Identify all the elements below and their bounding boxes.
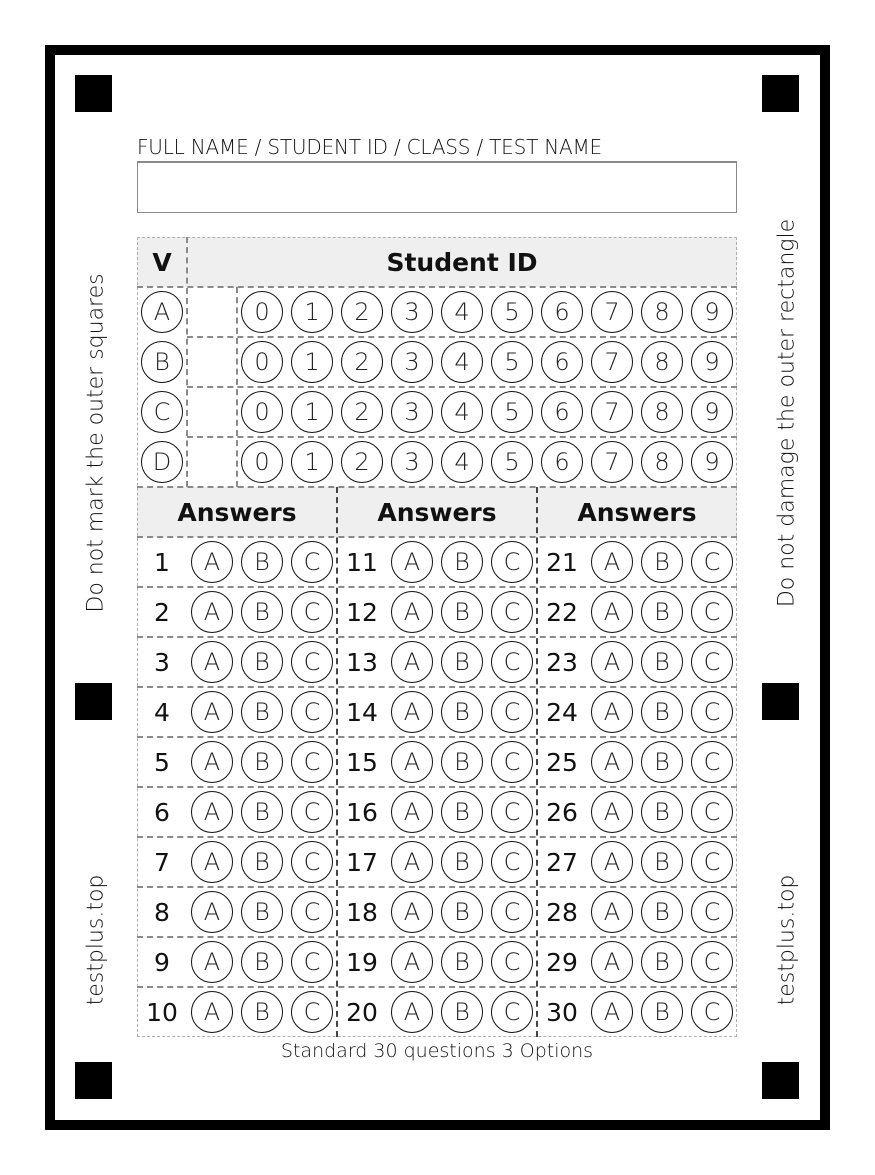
answer-bubble[interactable]: A xyxy=(191,791,233,833)
question-number: 28 xyxy=(546,897,578,927)
answer-bubble[interactable]: C xyxy=(291,741,333,783)
answer-bubble[interactable]: B xyxy=(241,891,283,933)
version-header: V xyxy=(137,237,187,287)
answer-bubble[interactable]: B xyxy=(641,841,683,883)
id-digit-bubble[interactable]: 7 xyxy=(591,291,633,333)
answer-bubble[interactable]: A xyxy=(391,741,433,783)
id-digit-bubble[interactable]: 6 xyxy=(541,341,583,383)
answer-bubble[interactable]: A xyxy=(591,941,633,983)
answer-bubble[interactable]: A xyxy=(591,841,633,883)
answer-bubble[interactable]: C xyxy=(691,891,733,933)
question-number: 10 xyxy=(146,997,178,1027)
answer-bubble[interactable]: A xyxy=(391,691,433,733)
answer-bubble[interactable]: C xyxy=(491,591,533,633)
id-digit-bubble[interactable]: 0 xyxy=(241,341,283,383)
id-digit-bubble[interactable]: 7 xyxy=(591,391,633,433)
question-number: 29 xyxy=(546,947,578,977)
id-digit-bubble[interactable]: 5 xyxy=(491,341,533,383)
answer-bubble[interactable]: C xyxy=(291,841,333,883)
answer-bubble[interactable]: B xyxy=(441,641,483,683)
id-digit-bubble[interactable]: 2 xyxy=(341,391,383,433)
grid-line xyxy=(137,686,737,688)
id-write-box[interactable] xyxy=(189,287,237,337)
question-number: 30 xyxy=(546,997,578,1027)
grid-line xyxy=(137,286,737,288)
id-digit-bubble[interactable]: 5 xyxy=(491,391,533,433)
question-number: 26 xyxy=(546,797,578,827)
answer-bubble[interactable]: A xyxy=(191,691,233,733)
answer-bubble[interactable]: B xyxy=(241,641,283,683)
answer-bubble[interactable]: A xyxy=(391,941,433,983)
answers-header-1: Answers xyxy=(137,487,337,537)
answer-bubble[interactable]: A xyxy=(391,891,433,933)
grid-line xyxy=(137,636,737,638)
sheet-footer: Standard 30 questions 3 Options xyxy=(280,1040,594,1062)
left-instruction: Do not mark the outer squares xyxy=(83,273,109,613)
answer-bubble[interactable]: C xyxy=(491,941,533,983)
id-digit-bubble[interactable]: 8 xyxy=(641,391,683,433)
grid-line xyxy=(137,536,737,538)
answer-bubble[interactable]: C xyxy=(691,641,733,683)
grid-line xyxy=(137,886,737,888)
grid-line xyxy=(236,287,238,487)
corner-square-bottom-left xyxy=(75,1062,112,1099)
id-digit-bubble[interactable]: 8 xyxy=(641,441,683,483)
version-bubble[interactable]: A xyxy=(141,291,183,333)
question-number: 5 xyxy=(154,747,170,777)
side-square-middle-right xyxy=(762,683,799,720)
question-number: 9 xyxy=(154,947,170,977)
answer-bubble[interactable]: B xyxy=(441,591,483,633)
id-digit-bubble[interactable]: 1 xyxy=(291,441,333,483)
question-number: 7 xyxy=(154,847,170,877)
id-digit-bubble[interactable]: 2 xyxy=(341,291,383,333)
id-digit-bubble[interactable]: 3 xyxy=(391,341,433,383)
id-digit-bubble[interactable]: 4 xyxy=(441,341,483,383)
id-write-box[interactable] xyxy=(189,337,237,387)
grid-line xyxy=(536,487,538,1037)
question-number: 8 xyxy=(154,897,170,927)
answer-bubble[interactable]: C xyxy=(691,591,733,633)
right-brand: testplus.top xyxy=(774,874,800,1006)
question-number: 13 xyxy=(346,647,378,677)
question-number: 25 xyxy=(546,747,578,777)
question-number: 14 xyxy=(346,697,378,727)
grid-line xyxy=(137,786,737,788)
answer-bubble[interactable]: A xyxy=(191,641,233,683)
answer-bubble[interactable]: A xyxy=(391,991,433,1033)
answer-bubble[interactable]: A xyxy=(191,991,233,1033)
question-number: 19 xyxy=(346,947,378,977)
answer-bubble[interactable]: C xyxy=(291,591,333,633)
answer-bubble[interactable]: B xyxy=(641,691,683,733)
answer-bubble[interactable]: A xyxy=(391,591,433,633)
answer-bubble[interactable]: C xyxy=(291,541,333,583)
question-number: 6 xyxy=(154,797,170,827)
corner-square-top-left xyxy=(75,75,112,112)
answer-bubble[interactable]: C xyxy=(291,641,333,683)
id-digit-bubble[interactable]: 3 xyxy=(391,391,433,433)
id-digit-bubble[interactable]: 6 xyxy=(541,441,583,483)
answer-bubble[interactable]: C xyxy=(291,941,333,983)
question-number: 15 xyxy=(346,747,378,777)
answer-bubble[interactable]: A xyxy=(391,641,433,683)
answers-header-3: Answers xyxy=(537,487,737,537)
grid-line xyxy=(186,237,188,487)
answer-bubble[interactable]: B xyxy=(441,741,483,783)
answer-bubble[interactable]: A xyxy=(191,591,233,633)
grid-line xyxy=(137,736,737,738)
answer-bubble[interactable]: B xyxy=(641,541,683,583)
answer-bubble[interactable]: A xyxy=(191,841,233,883)
answer-bubble[interactable]: B xyxy=(641,891,683,933)
grid-line xyxy=(137,836,737,838)
answer-bubble[interactable]: C xyxy=(491,541,533,583)
answer-bubble[interactable]: C xyxy=(291,891,333,933)
question-number: 2 xyxy=(154,597,170,627)
name-field-label: FULL NAME / STUDENT ID / CLASS / TEST NAME xyxy=(137,135,602,159)
question-number: 16 xyxy=(346,797,378,827)
corner-square-bottom-right xyxy=(762,1062,799,1099)
answer-bubble[interactable]: B xyxy=(441,891,483,933)
answer-bubble[interactable]: A xyxy=(591,591,633,633)
answer-bubble[interactable]: C xyxy=(491,791,533,833)
answer-bubble[interactable]: C xyxy=(691,941,733,983)
answer-bubble[interactable]: C xyxy=(691,841,733,883)
id-digit-bubble[interactable]: 4 xyxy=(441,291,483,333)
question-number: 18 xyxy=(346,897,378,927)
id-digit-bubble[interactable]: 3 xyxy=(391,441,433,483)
name-field[interactable] xyxy=(137,161,737,213)
id-digit-bubble[interactable]: 6 xyxy=(541,291,583,333)
answer-bubble[interactable]: C xyxy=(491,741,533,783)
answer-bubble[interactable]: B xyxy=(641,641,683,683)
id-digit-bubble[interactable]: 1 xyxy=(291,291,333,333)
answer-bubble[interactable]: C xyxy=(691,991,733,1033)
question-number: 17 xyxy=(346,847,378,877)
question-number: 27 xyxy=(546,847,578,877)
student-id-header: Student ID xyxy=(187,237,737,287)
id-digit-bubble[interactable]: 8 xyxy=(641,291,683,333)
id-digit-bubble[interactable]: 4 xyxy=(441,391,483,433)
answer-bubble[interactable]: B xyxy=(641,741,683,783)
left-brand: testplus.top xyxy=(83,874,109,1006)
id-digit-bubble[interactable]: 3 xyxy=(391,291,433,333)
answer-bubble[interactable]: B xyxy=(641,941,683,983)
answer-bubble[interactable]: B xyxy=(241,841,283,883)
answer-bubble[interactable]: A xyxy=(591,991,633,1033)
answer-bubble[interactable]: A xyxy=(191,891,233,933)
question-number: 22 xyxy=(546,597,578,627)
id-digit-bubble[interactable]: 5 xyxy=(491,291,533,333)
answer-bubble[interactable]: B xyxy=(641,591,683,633)
answer-bubble[interactable]: B xyxy=(441,841,483,883)
id-digit-bubble[interactable]: 7 xyxy=(591,441,633,483)
answer-bubble[interactable]: A xyxy=(191,541,233,583)
id-write-box[interactable] xyxy=(189,387,237,437)
id-digit-bubble[interactable]: 9 xyxy=(691,291,733,333)
answer-bubble[interactable]: B xyxy=(241,541,283,583)
question-number: 4 xyxy=(154,697,170,727)
answer-bubble[interactable]: C xyxy=(291,691,333,733)
side-square-middle-left xyxy=(75,683,112,720)
id-digit-bubble[interactable]: 9 xyxy=(691,391,733,433)
answer-bubble[interactable]: B xyxy=(641,991,683,1033)
id-digit-bubble[interactable]: 1 xyxy=(291,341,333,383)
question-number: 20 xyxy=(346,997,378,1027)
answer-bubble[interactable]: C xyxy=(291,791,333,833)
answer-bubble[interactable]: B xyxy=(441,691,483,733)
id-digit-bubble[interactable]: 4 xyxy=(441,441,483,483)
answer-bubble[interactable]: B xyxy=(641,791,683,833)
grid-line xyxy=(137,1036,737,1037)
answer-bubble[interactable]: C xyxy=(491,841,533,883)
id-digit-bubble[interactable]: 1 xyxy=(291,391,333,433)
answer-bubble[interactable]: C xyxy=(291,991,333,1033)
id-digit-bubble[interactable]: 9 xyxy=(691,341,733,383)
answer-bubble[interactable]: A xyxy=(591,641,633,683)
answer-bubble[interactable]: C xyxy=(691,791,733,833)
answer-bubble[interactable]: B xyxy=(441,791,483,833)
id-digit-bubble[interactable]: 7 xyxy=(591,341,633,383)
grid-line xyxy=(137,237,737,238)
question-number: 23 xyxy=(546,647,578,677)
id-digit-bubble[interactable]: 5 xyxy=(491,441,533,483)
answer-bubble[interactable]: A xyxy=(391,841,433,883)
answer-bubble[interactable]: B xyxy=(241,591,283,633)
grid-line xyxy=(137,986,737,988)
answer-bubble[interactable]: A xyxy=(191,941,233,983)
question-number: 12 xyxy=(346,597,378,627)
question-number: 24 xyxy=(546,697,578,727)
answer-bubble[interactable]: B xyxy=(441,991,483,1033)
id-digit-bubble[interactable]: 0 xyxy=(241,291,283,333)
grid-line xyxy=(187,336,737,338)
answer-bubble[interactable]: A xyxy=(191,741,233,783)
question-number: 1 xyxy=(154,547,170,577)
answer-bubble[interactable]: C xyxy=(691,541,733,583)
version-bubble[interactable]: D xyxy=(141,441,183,483)
id-digit-bubble[interactable]: 0 xyxy=(241,441,283,483)
answer-bubble[interactable]: A xyxy=(391,541,433,583)
grid-line xyxy=(137,936,737,938)
id-digit-bubble[interactable]: 2 xyxy=(341,341,383,383)
version-bubble[interactable]: C xyxy=(141,391,183,433)
id-digit-bubble[interactable]: 0 xyxy=(241,391,283,433)
grid-line xyxy=(187,436,737,438)
grid-line xyxy=(187,386,737,388)
id-digit-bubble[interactable]: 8 xyxy=(641,341,683,383)
answer-bubble[interactable]: A xyxy=(591,691,633,733)
answer-bubble[interactable]: B xyxy=(241,741,283,783)
id-digit-bubble[interactable]: 6 xyxy=(541,391,583,433)
version-bubble[interactable]: B xyxy=(141,341,183,383)
answer-bubble[interactable]: A xyxy=(591,541,633,583)
answers-header-2: Answers xyxy=(337,487,537,537)
answer-bubble[interactable]: C xyxy=(491,891,533,933)
grid-line xyxy=(137,586,737,588)
answer-bubble[interactable]: C xyxy=(691,741,733,783)
question-number: 21 xyxy=(546,547,578,577)
corner-square-top-right xyxy=(762,75,799,112)
answer-bubble[interactable]: B xyxy=(441,941,483,983)
answer-bubble[interactable]: C xyxy=(491,691,533,733)
answer-bubble[interactable]: C xyxy=(491,641,533,683)
id-digit-bubble[interactable]: 2 xyxy=(341,441,383,483)
answer-bubble[interactable]: B xyxy=(241,991,283,1033)
answer-bubble[interactable]: A xyxy=(591,791,633,833)
answer-bubble[interactable]: B xyxy=(241,691,283,733)
grid-line xyxy=(336,487,338,1037)
answer-bubble[interactable]: B xyxy=(441,541,483,583)
question-number: 3 xyxy=(154,647,170,677)
answer-bubble[interactable]: A xyxy=(591,741,633,783)
answer-bubble[interactable]: C xyxy=(691,691,733,733)
answer-bubble[interactable]: B xyxy=(241,791,283,833)
answer-bubble[interactable]: C xyxy=(491,991,533,1033)
right-instruction: Do not damage the outer rectangle xyxy=(774,218,800,608)
id-write-box[interactable] xyxy=(189,437,237,487)
answer-bubble[interactable]: B xyxy=(241,941,283,983)
answer-bubble[interactable]: A xyxy=(591,891,633,933)
answer-bubble[interactable]: A xyxy=(391,791,433,833)
id-digit-bubble[interactable]: 9 xyxy=(691,441,733,483)
question-number: 11 xyxy=(346,547,378,577)
grid-line xyxy=(137,486,737,488)
